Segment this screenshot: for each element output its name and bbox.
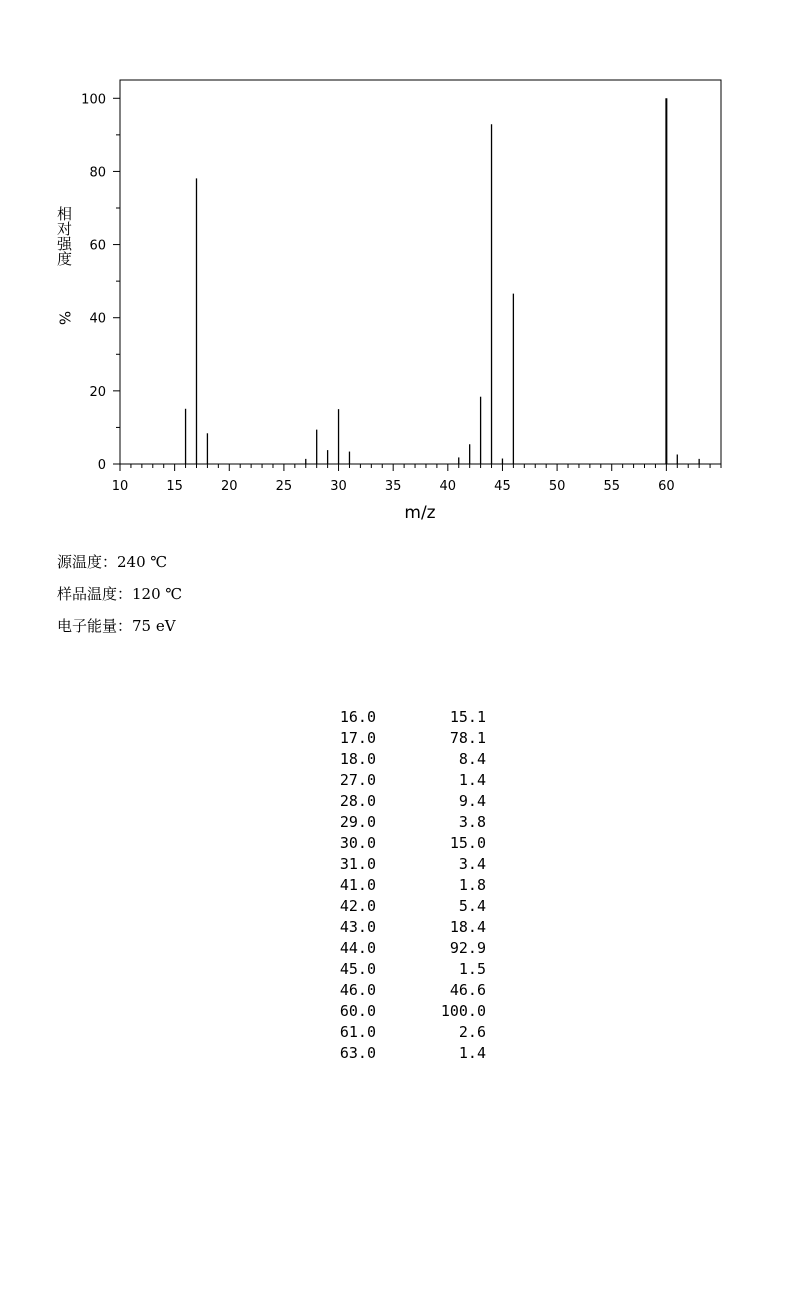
x-tick-label: 45 (494, 479, 511, 494)
peak-row (316, 707, 486, 728)
peak-row (316, 1043, 486, 1064)
x-tick-label: 30 (330, 479, 347, 494)
peak-intensity: 3.8 (458, 813, 486, 831)
x-tick-label: 25 (275, 479, 293, 494)
x-tick-label: 20 (220, 479, 238, 494)
peak-mz: 46.0 (339, 981, 376, 999)
source-temperature: 源温度：240 ℃ (57, 553, 168, 571)
peak-row (316, 1022, 486, 1043)
peak-mz: 27.0 (339, 771, 376, 789)
y-axis-ticks (81, 92, 120, 473)
peak-mz: 18.0 (339, 750, 376, 768)
x-tick-label: 35 (384, 479, 402, 494)
y-tick-label: 100 (81, 92, 106, 108)
y-tick-label: 80 (89, 165, 106, 181)
y-axis-label: 相对强度 (55, 206, 73, 266)
x-tick-label: 60 (658, 479, 675, 494)
x-tick-label: 15 (166, 479, 183, 494)
y-tick-label: 60 (89, 238, 106, 254)
peak-intensity: 15.1 (449, 708, 486, 726)
peak-intensity: 1.5 (458, 960, 486, 978)
electron-energy: 电子能量：75 eV (57, 617, 176, 635)
peak-mz: 44.0 (339, 939, 376, 957)
peak-intensity: 1.4 (458, 1044, 486, 1062)
y-tick-label: 0 (97, 458, 106, 473)
peak-mz: 28.0 (339, 792, 376, 810)
sample-temperature: 样品温度：120 ℃ (57, 585, 183, 603)
peak-row (316, 812, 486, 833)
y-tick-label: 40 (89, 311, 106, 327)
peak-row (316, 896, 486, 917)
y-axis-unit: % (55, 310, 74, 326)
peak-mz: 63.0 (339, 1044, 376, 1062)
y-tick-label: 20 (89, 384, 106, 400)
peak-row (316, 980, 486, 1001)
x-tick-label: 40 (439, 479, 457, 494)
peak-row (316, 728, 486, 749)
mass-spectrum-chart (0, 0, 794, 540)
peak-intensity: 46.6 (449, 981, 486, 999)
peak-row (316, 959, 486, 980)
peak-intensity: 15.0 (449, 834, 486, 852)
peak-row (316, 917, 486, 938)
peak-mz: 17.0 (339, 729, 376, 747)
peak-mz: 30.0 (339, 834, 376, 852)
peak-intensity: 1.8 (458, 876, 486, 894)
x-axis-ticks (112, 464, 721, 494)
peak-mz: 42.0 (339, 897, 376, 915)
peak-intensity: 100.0 (440, 1002, 486, 1020)
peak-mz: 61.0 (339, 1023, 376, 1041)
peak-row (316, 875, 486, 896)
peak-intensity: 8.4 (458, 750, 486, 768)
x-tick-label: 55 (603, 479, 621, 494)
plot-frame (120, 80, 721, 464)
peak-intensity: 1.4 (458, 771, 486, 789)
peak-mz: 41.0 (339, 876, 376, 894)
peak-mz: 29.0 (339, 813, 376, 831)
peak-row (316, 770, 486, 791)
peak-table (316, 707, 486, 1064)
peak-mz: 60.0 (339, 1002, 376, 1020)
peak-intensity: 9.4 (458, 792, 486, 810)
peak-intensity: 5.4 (458, 897, 486, 915)
peak-mz: 43.0 (339, 918, 376, 936)
peak-intensity: 2.6 (458, 1023, 486, 1041)
x-tick-label: 10 (111, 479, 129, 494)
peak-row (316, 1001, 486, 1022)
peak-intensity: 18.4 (449, 918, 486, 936)
peak-mz: 45.0 (339, 960, 376, 978)
x-tick-label: 50 (548, 479, 566, 494)
peak-row (316, 854, 486, 875)
peak-row (316, 938, 486, 959)
peak-intensity: 78.1 (449, 729, 486, 747)
peak-row (316, 833, 486, 854)
peak-row (316, 791, 486, 812)
peak-mz: 31.0 (339, 855, 376, 873)
spectrum-peaks (186, 98, 700, 464)
peak-intensity: 92.9 (449, 939, 486, 957)
peak-intensity: 3.4 (458, 855, 486, 873)
peak-row (316, 749, 486, 770)
x-axis-label: m/z (404, 503, 436, 523)
peak-mz: 16.0 (339, 708, 376, 726)
